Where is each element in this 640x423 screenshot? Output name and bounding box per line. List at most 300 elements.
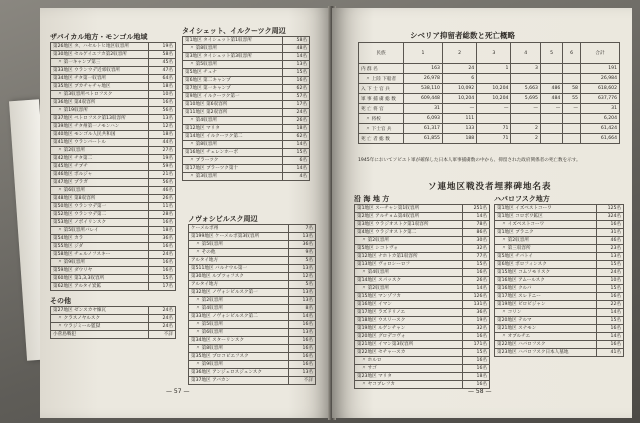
count-cell: 不詳: [149, 331, 176, 339]
value-cell: 618,602: [580, 84, 619, 94]
stats-table: [358, 42, 620, 144]
table-row: [189, 305, 316, 313]
count-cell: 13名: [289, 369, 316, 377]
value-cell: 2: [511, 134, 540, 144]
place-cell: 〃 第8収容所: [183, 141, 283, 149]
value-cell: 6: [442, 74, 476, 84]
table-row: [51, 275, 176, 283]
place-cell: 第5地区 チバトイ: [495, 253, 597, 261]
place-cell: 第20地区 グロデコヴォ: [355, 333, 463, 341]
count-cell: 46名: [597, 237, 624, 245]
section-title: タイシェット、イルクーツク周辺: [182, 27, 286, 35]
table-row: [355, 349, 490, 357]
table-row: [51, 203, 176, 211]
table-row: [51, 219, 176, 227]
place-cell: 第4地区 ウラジオストク第二: [355, 229, 463, 237]
table-row: [495, 309, 624, 317]
count-cell: 10名: [149, 91, 176, 99]
table-row: [183, 101, 310, 109]
place-cell: 第37地区 アバカン: [189, 377, 289, 385]
table-row: [51, 147, 176, 155]
count-cell: 11名: [149, 203, 176, 211]
table-row: [495, 253, 624, 261]
count-cell: 16名: [289, 345, 316, 353]
value-cell: [563, 74, 581, 84]
value-cell: —: [563, 104, 581, 114]
table-row: [359, 64, 620, 74]
table-row: [355, 245, 490, 253]
table-row: [51, 131, 176, 139]
table-row: [51, 43, 176, 51]
count-cell: 14名: [283, 141, 310, 149]
table-row: [189, 329, 316, 337]
place-cell: 〃 第2収容所: [495, 237, 597, 245]
place-cell: 第1地区 ブラニク: [495, 229, 597, 237]
table-row: [51, 171, 176, 179]
table-row: [355, 357, 490, 365]
count-cell: 16名: [463, 357, 490, 365]
value-cell: 3: [511, 64, 540, 74]
value-cell: 191: [580, 64, 619, 74]
count-cell: 13名: [289, 297, 316, 305]
table-row: [51, 51, 176, 59]
table-row: [495, 341, 624, 349]
count-cell: 324名: [597, 213, 624, 221]
row-label: 軍 事 捕 虜 総 数: [359, 94, 404, 104]
table-row: [183, 157, 310, 165]
value-cell: 2: [511, 124, 540, 134]
table-row: [183, 109, 310, 117]
place-cell: 〃 第9収容所: [51, 259, 149, 267]
value-cell: 26,978: [404, 74, 443, 84]
table-row: [355, 317, 490, 325]
count-cell: 251名: [463, 205, 490, 213]
place-cell: 第16地区 クルバ: [495, 285, 597, 293]
table-row: [495, 221, 624, 229]
place-cell: アルタイ地方: [189, 257, 289, 265]
place-cell: 第1地区 スーチャン第1収容所: [355, 205, 463, 213]
table-row: [183, 61, 310, 69]
count-cell: 19名: [149, 43, 176, 51]
place-cell: 〃 第8収容所: [189, 345, 289, 353]
value-cell: 6,204: [580, 114, 619, 124]
table-row: [355, 261, 490, 269]
count-cell: 21名: [149, 171, 176, 179]
place-cell: 第23地区 ハバロフスク日本人墓地: [495, 349, 597, 357]
value-cell: 61,317: [404, 124, 443, 134]
place-cell: 第19地区 ビロビジャン: [495, 301, 597, 309]
count-cell: 16名: [289, 321, 316, 329]
count-cell: 56名: [149, 179, 176, 187]
header-cell: 民族: [359, 43, 404, 64]
page-number: — 58 —: [468, 388, 492, 395]
value-cell: 538,110: [404, 84, 443, 94]
count-cell: 16名: [283, 77, 310, 85]
place-cell: 第60地区 第1,3,3収容所: [51, 275, 149, 283]
table-row: [355, 221, 490, 229]
count-cell: 18名: [149, 83, 176, 91]
count-cell: 18名: [149, 131, 176, 139]
count-cell: 24名: [597, 269, 624, 277]
count-cell: 28名: [149, 211, 176, 219]
place-cell: ケーメルボ州: [189, 225, 289, 233]
table-row: [495, 349, 624, 357]
table-row: [359, 84, 620, 94]
place-cell: 第30地区 セルゲイエフカ第2収容所: [51, 51, 149, 59]
table-row: [183, 45, 310, 53]
count-cell: 41名: [597, 349, 624, 357]
table-row: [189, 273, 316, 281]
count-cell: 10名: [597, 277, 624, 285]
place-cell: 第5地区 チュナ: [183, 69, 283, 77]
table-row: [51, 323, 176, 331]
place-cell: 小菅島戦犯: [51, 331, 149, 339]
place-cell: 〃 第8収容所: [183, 45, 283, 53]
place-cell: 第6地区 ボロフィンスク: [495, 261, 597, 269]
value-cell: 188: [442, 134, 476, 144]
header-cell: 3: [477, 43, 511, 64]
value-cell: 61,855: [404, 134, 443, 144]
value-cell: 10,092: [442, 84, 476, 94]
table-row: [51, 59, 176, 67]
place-cell: 第59地区 ダウリヤ: [51, 267, 149, 275]
table-row: [359, 74, 620, 84]
table-row: [495, 237, 624, 245]
count-cell: 36名: [463, 309, 490, 317]
place-cell: 第40地区 モンゴル人民共和国: [51, 131, 149, 139]
place-cell: 〃 第4収容所: [183, 117, 283, 125]
count-cell: 44名: [149, 139, 176, 147]
place-cell: 第5地区 シコトヴォ: [355, 245, 463, 253]
table-row: [359, 114, 620, 124]
count-cell: 16名: [149, 259, 176, 267]
place-cell: 第47地区 プラガ: [51, 179, 149, 187]
section-novosibirsk: [188, 214, 316, 385]
table-row: [355, 365, 490, 373]
table-row: [189, 225, 316, 233]
count-cell: 131名: [463, 301, 490, 309]
count-cell: 16名: [463, 381, 490, 389]
count-cell: 57名: [283, 93, 310, 101]
value-cell: 24: [442, 64, 476, 74]
count-cell: 5名: [289, 257, 316, 265]
section-primorye: [354, 194, 490, 389]
place-cell: 第23地区 マリタ: [355, 373, 463, 381]
table-row: [355, 293, 490, 301]
left-page: [40, 8, 332, 418]
count-cell: 16名: [463, 333, 490, 341]
table-row: [495, 293, 624, 301]
table-row: [189, 313, 316, 321]
count-cell: 14名: [463, 213, 490, 221]
table-row: [495, 285, 624, 293]
place-cell: 第52地区 ウランウデ第二: [51, 211, 149, 219]
cemetery-table: [182, 36, 310, 181]
table-row: [51, 187, 176, 195]
count-cell: 13名: [283, 61, 310, 69]
table-row: [183, 69, 310, 77]
place-cell: 第17地区 ラズドリノエ: [355, 309, 463, 317]
table-row: [183, 53, 310, 61]
place-cell: 第17地区 スレドニー: [495, 293, 597, 301]
place-cell: 第22地区 ハバロフスク: [495, 341, 597, 349]
place-cell: 第9地区 イルクーツク第一: [183, 93, 283, 101]
section-khabarovsk: [494, 194, 624, 357]
count-cell: 18名: [283, 125, 310, 133]
count-cell: 18名: [149, 227, 176, 235]
count-cell: 27名: [149, 147, 176, 155]
table-row: [51, 331, 176, 339]
count-cell: 15名: [597, 285, 624, 293]
count-cell: 16名: [289, 337, 316, 345]
count-cell: 23名: [597, 245, 624, 253]
place-cell: 第39地区 チタ州第一ノモンハン: [51, 123, 149, 131]
value-cell: 163: [404, 64, 443, 74]
row-label: 入 下 士 官 兵: [359, 84, 404, 94]
place-cell: 〃 ヤコブレフカ: [355, 381, 463, 389]
table-row: [51, 267, 176, 275]
count-cell: 30名: [463, 237, 490, 245]
place-cell: 第11地区 第2収容所: [183, 109, 283, 117]
table-row: [355, 341, 490, 349]
place-cell: 〃 第一キャンプ第三: [51, 59, 149, 67]
burial-title: ソ連地区戦没者埋葬碑地名表: [428, 182, 552, 192]
value-cell: —: [511, 104, 540, 114]
table-row: [355, 373, 490, 381]
cemetery-table: [188, 224, 316, 385]
value-cell: 5,663: [511, 84, 540, 94]
table-row: [183, 173, 310, 181]
place-cell: 第7地区 第一キャンプ: [183, 85, 283, 93]
place-cell: 第18地区 ウスリースク: [355, 317, 463, 325]
count-cell: 16名: [149, 243, 176, 251]
place-cell: 〃 第5収容所: [189, 321, 289, 329]
count-cell: 15名: [463, 349, 490, 357]
place-cell: 第36地区 アンジェロスジェンスク: [189, 369, 289, 377]
count-cell: 6名: [283, 157, 310, 165]
value-cell: 26,984: [580, 74, 619, 84]
place-cell: 第1地区 イズベストコーワ: [495, 205, 597, 213]
place-cell: 〃 ホルロ: [355, 357, 463, 365]
table-row: [355, 333, 490, 341]
count-cell: 17名: [283, 101, 310, 109]
count-cell: 58名: [149, 51, 176, 59]
place-cell: 〃 第9収容所: [189, 361, 289, 369]
count-cell: 13名: [289, 329, 316, 337]
table-row: [51, 91, 176, 99]
count-cell: 16名: [149, 267, 176, 275]
place-cell: 第21地区 イマン第3収容所: [355, 341, 463, 349]
place-cell: 第3地区 ウラジオストク第1収容所: [355, 221, 463, 229]
value-cell: —: [540, 104, 562, 114]
place-cell: 第41地区 ウランバートル: [51, 139, 149, 147]
place-cell: 第17地区 ブラーツク第十: [183, 165, 283, 173]
count-cell: 26名: [463, 277, 490, 285]
count-cell: 36名: [289, 241, 316, 249]
value-cell: 58: [563, 84, 581, 94]
count-cell: 62名: [283, 85, 310, 93]
place-cell: 〃 第6収容所: [189, 329, 289, 337]
count-cell: 56名: [149, 107, 176, 115]
value-cell: 10,204: [442, 94, 476, 104]
place-cell: 第46地区 ボルジャ: [51, 171, 149, 179]
value-cell: 31: [404, 104, 443, 114]
row-label: 〃 上陸 下船者: [359, 74, 404, 84]
count-cell: 15名: [597, 261, 624, 269]
table-row: [189, 297, 316, 305]
value-cell: —: [442, 104, 476, 114]
place-cell: 〃 第19収容所: [51, 107, 149, 115]
section-zabaikal: [50, 32, 176, 291]
place-cell: 〃 第3収容所ペトロフスク: [51, 91, 149, 99]
count-cell: 19名: [463, 317, 490, 325]
value-cell: [511, 114, 540, 124]
table-row: [359, 94, 620, 104]
table-row: [359, 124, 620, 134]
header-cell: 合計: [580, 43, 619, 64]
value-cell: [563, 64, 581, 74]
place-cell: 第199地区 ケーメルボ第3収容所: [189, 233, 289, 241]
count-cell: 16名: [597, 221, 624, 229]
value-cell: [540, 64, 562, 74]
stats-table-block: [358, 42, 620, 144]
place-cell: 第42地区 チタ第二: [51, 155, 149, 163]
place-cell: 第14地区 イルクーツク第二: [183, 133, 283, 141]
place-cell: 第15地区 コムソモリスク: [495, 269, 597, 277]
section-title: ノヴォシビルスク周辺: [188, 215, 258, 223]
table-row: [495, 245, 624, 253]
cemetery-table: [354, 204, 490, 389]
place-cell: 第36地区 第4収容所: [51, 99, 149, 107]
table-row: [51, 107, 176, 115]
count-cell: 46名: [149, 187, 176, 195]
table-row: [495, 317, 624, 325]
place-cell: 第50地区 ウランウデ第一: [51, 203, 149, 211]
place-cell: 第33地区 ウランウデ近郊収容所: [51, 67, 149, 75]
stats-title: シベリア抑留者総数と死亡概略: [410, 31, 515, 40]
value-cell: 133: [442, 124, 476, 134]
count-cell: 16名: [597, 341, 624, 349]
table-row: [359, 134, 620, 144]
table-row: [189, 241, 316, 249]
place-cell: 〃 第2収容所: [51, 147, 149, 155]
place-cell: 第3地区 タイシェット第3収容所: [183, 53, 283, 61]
value-cell: 6,093: [404, 114, 443, 124]
place-cell: 第22地区 セチャースカ: [355, 349, 463, 357]
place-cell: 第16地区 チェレンホーボ: [183, 149, 283, 157]
value-cell: 31: [580, 104, 619, 114]
count-cell: 126名: [463, 293, 490, 301]
place-cell: 第37地区 ペトロフスク第13収容所: [51, 115, 149, 123]
table-row: [355, 205, 490, 213]
count-cell: 16名: [597, 325, 624, 333]
table-row: [51, 283, 176, 291]
count-cell: 15名: [283, 69, 310, 77]
header-cell: 6: [563, 43, 581, 64]
count-cell: 不詳: [289, 377, 316, 385]
place-cell: 〃 第3収容所: [183, 173, 283, 181]
value-cell: [540, 124, 562, 134]
place-cell: 〃 クラスノヤルスク: [51, 315, 149, 323]
place-cell: 第30地区 ルプツォフスク: [189, 273, 289, 281]
page-number: — 57 —: [166, 388, 190, 395]
table-row: [51, 83, 176, 91]
row-label: 死 亡 者 総 数: [359, 134, 404, 144]
table-row: [51, 315, 176, 323]
place-cell: 第33地区 ノヴォシビルスク第二: [189, 313, 289, 321]
place-cell: 第62地区 アルタイ炭鉱: [51, 283, 149, 291]
count-cell: 8名: [289, 305, 316, 313]
value-cell: 61,664: [580, 134, 619, 144]
count-cell: 16名: [597, 293, 624, 301]
row-label: 〃 将校: [359, 114, 404, 124]
place-cell: 〃 第三収容所: [495, 245, 597, 253]
place-cell: 第34地区 チタ第一収容所: [51, 75, 149, 83]
place-cell: 第1地区 タイシェット第1収容所: [183, 37, 283, 45]
count-cell: 16名: [463, 365, 490, 373]
count-cell: 125名: [597, 205, 624, 213]
table-row: [189, 281, 316, 289]
table-row: [51, 195, 176, 203]
table-row: [183, 77, 310, 85]
header-cell: 1: [404, 43, 443, 64]
table-row: [189, 361, 316, 369]
table-row: [183, 133, 310, 141]
cemetery-table: [50, 306, 176, 339]
count-cell: 78名: [463, 221, 490, 229]
place-cell: 第55地区 ジダ: [51, 243, 149, 251]
table-row: [355, 269, 490, 277]
place-cell: 第58地区 チェルノフスキー: [51, 251, 149, 259]
count-cell: 24名: [149, 307, 176, 315]
count-cell: 26名: [283, 117, 310, 125]
value-cell: [563, 124, 581, 134]
table-row: [355, 277, 490, 285]
place-cell: 第34地区 スターリンスク: [189, 337, 289, 345]
table-row: [495, 277, 624, 285]
count-cell: 13名: [597, 253, 624, 261]
place-cell: 第6地区 第二キャンプ: [183, 77, 283, 85]
value-cell: [477, 74, 511, 84]
table-row: [183, 85, 310, 93]
count-cell: 14名: [597, 309, 624, 317]
place-cell: 第26地区 タ、ハセルトヒ地区収容所: [51, 43, 149, 51]
count-cell: 48名: [283, 45, 310, 53]
count-cell: 16名: [149, 99, 176, 107]
place-cell: 第511地区 バルナウル第一: [189, 265, 289, 273]
table-row: [495, 261, 624, 269]
count-cell: 64名: [149, 75, 176, 83]
place-cell: 第16地区 イマン: [355, 301, 463, 309]
place-cell: 〃 コリン: [495, 309, 597, 317]
table-row: [51, 99, 176, 107]
place-cell: 第48地区 第8収容所: [51, 195, 149, 203]
table-row: [495, 269, 624, 277]
place-cell: 〃 サゴ: [355, 365, 463, 373]
row-label: 〃 下士官 兵: [359, 124, 404, 134]
count-cell: 26名: [149, 195, 176, 203]
count-cell: 62名: [283, 133, 310, 141]
table-row: [51, 75, 176, 83]
value-cell: [563, 134, 581, 144]
count-cell: 12名: [289, 273, 316, 281]
table-row: [183, 117, 310, 125]
count-cell: 9名: [289, 249, 316, 257]
value-cell: [540, 74, 562, 84]
place-cell: 第15地区 マンゾフカ: [355, 293, 463, 301]
table-row: [183, 125, 310, 133]
place-cell: 〃 第4収容所: [189, 305, 289, 313]
